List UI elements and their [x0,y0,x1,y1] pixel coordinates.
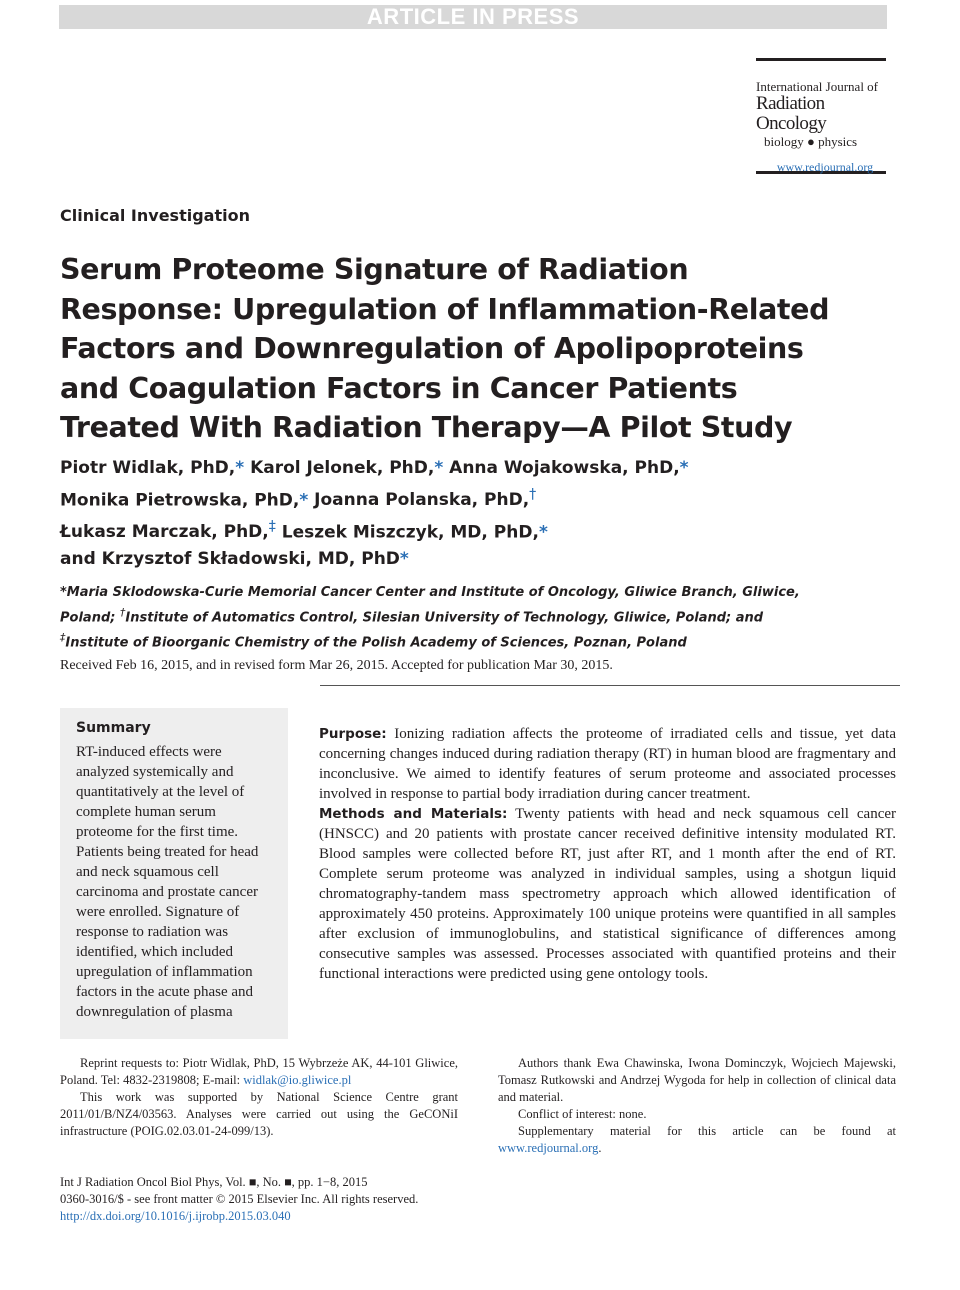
author: and Krzysztof Składowski, MD, PhD* [60,548,409,569]
journal-name-line2: Radiation Oncology [756,93,827,134]
abstract-divider [320,685,900,686]
supplementary-link[interactable]: www.redjournal.org [498,1141,599,1155]
section-label: Clinical Investigation [60,206,250,225]
journal-name-line3: biology ● physics [764,134,858,149]
doi-link[interactable]: http://dx.doi.org/10.1016/j.ijrobp.2015.03.040 [60,1209,291,1223]
summary-heading: Summary [76,720,151,736]
abstract-purpose: Purpose: Ionizing radiation affects the proteome of irradiated cells and tissue, yet data concerning changes induced during radiation therapy (RT) in human blood are fragmentary and inconclusive. We aimed to identify features of serum proteome and associated processes involved in response to partial body irradiation during cancer treatment. [319,726,896,802]
author: Leszek Miszczyk, MD, PhD,* [281,522,548,543]
journal-url-link[interactable]: www.redjournal.org [776,160,874,174]
affiliations: *Maria Sklodowska-Curie Memorial Cancer Center and Institute of Oncology, Gliwice Branch, Gliwice, Poland; †Institute of Automatics Control, Silesian University of Technology, Gliwice, Poland; and ‡Institute of Bioorganic Chemistry of the Polish Academy of Sciences, Poznan, Poland [60,585,800,651]
author: Piotr Widlak, PhD,* [60,458,245,478]
received-dates: Received Feb 16, 2015, and in revised form Mar 26, 2015. Accepted for publication Mar 30, 2015. [60,658,613,673]
author: Monika Pietrowska, PhD,* [60,490,309,511]
author: Joanna Polanska, PhD,† [314,486,537,511]
article-title: Serum Proteome Signature of Radiation Response: Upregulation of Inflammation-Related Factors and Downregulation of Apolipoproteins and Coagulation Factors in Cancer Patients Treated With Radiation Therapy—A Pilot Study [60,253,830,444]
journal-logo [756,58,886,174]
author-email-link[interactable]: widlak@io.gliwice.pl [243,1073,352,1087]
abstract-methods: Methods and Materials: Twenty patients with head and neck squamous cell cancer (HNSCC) and 20 patients with prostate cancer received definitive intensity modulated RT. Blood samples were collected before RT, just after RT, and 1 month after the end of RT. Complete serum proteome was analyzed in individual samples, using a shotgun liquid chromatography-tandem mass spectrometry approach which allowed identification of approximately 450 proteins. Approximately 100 unique proteins were quantified in all samples after exclusion of immunoglobulins, and statistical significance of differences among consecutive samples was assessed. Processes associated with quantified proteins and their functional interactions were predicted using gene ontology tools. [319,806,896,982]
logo-top-rule [756,58,886,61]
summary-text: RT-induced effects were analyzed systemically and quantitatively at the level of complete human serum proteome for the first time. Patients being treated for head and neck squamous cell carcinoma and prostate cancer were enrolled. Signature of response to radiation was identified, which included upregulation of inflammation factors in the acute phase and downregulation of plasma [76,744,259,1020]
author: Łukasz Marczak, PhD,‡ [60,518,276,543]
author: Karol Jelonek, PhD,* [250,458,444,478]
author: Anna Wojakowska, PhD,* [449,458,689,478]
abstract [319,724,896,984]
summary-box [60,708,288,1039]
acknowledgements-footnote: Authors thank Ewa Chawinska, Iwona Dominczyk, Wojciech Majewski, Tomasz Rutkowski and Andrzej Wygoda for help in collection of clinical data and material. Conflict of interest: none. Supplementary material for this article can be found at www.redjournal.org. [498,1056,896,1155]
journal-name-line1: International Journal of [756,79,879,94]
citation-journal-line: Int J Radiation Oncol Biol Phys, Vol. ■, No. ■, pp. 1−8, 2015 [60,1175,368,1189]
citation-copyright: 0360-3016/$ - see front matter © 2015 Elsevier Inc. All rights reserved. [60,1192,419,1206]
citation-info [60,1174,520,1225]
reprint-footnote: Reprint requests to: Piotr Widlak, PhD, 15 Wybrzeże AK, 44-101 Gliwice, Poland. Tel: 4832-2319808; E-mail: widlak@io.gliwice.pl This work was supported by National Science Centre grant 2011/01/B/NZ4/03563. Analyses were carried out using the GeCONiI infrastructure (POIG.02.03.01-24-099/13). [60,1056,458,1138]
author-list [60,455,860,572]
article-in-press-banner: ARTICLE IN PRESS [59,5,887,29]
